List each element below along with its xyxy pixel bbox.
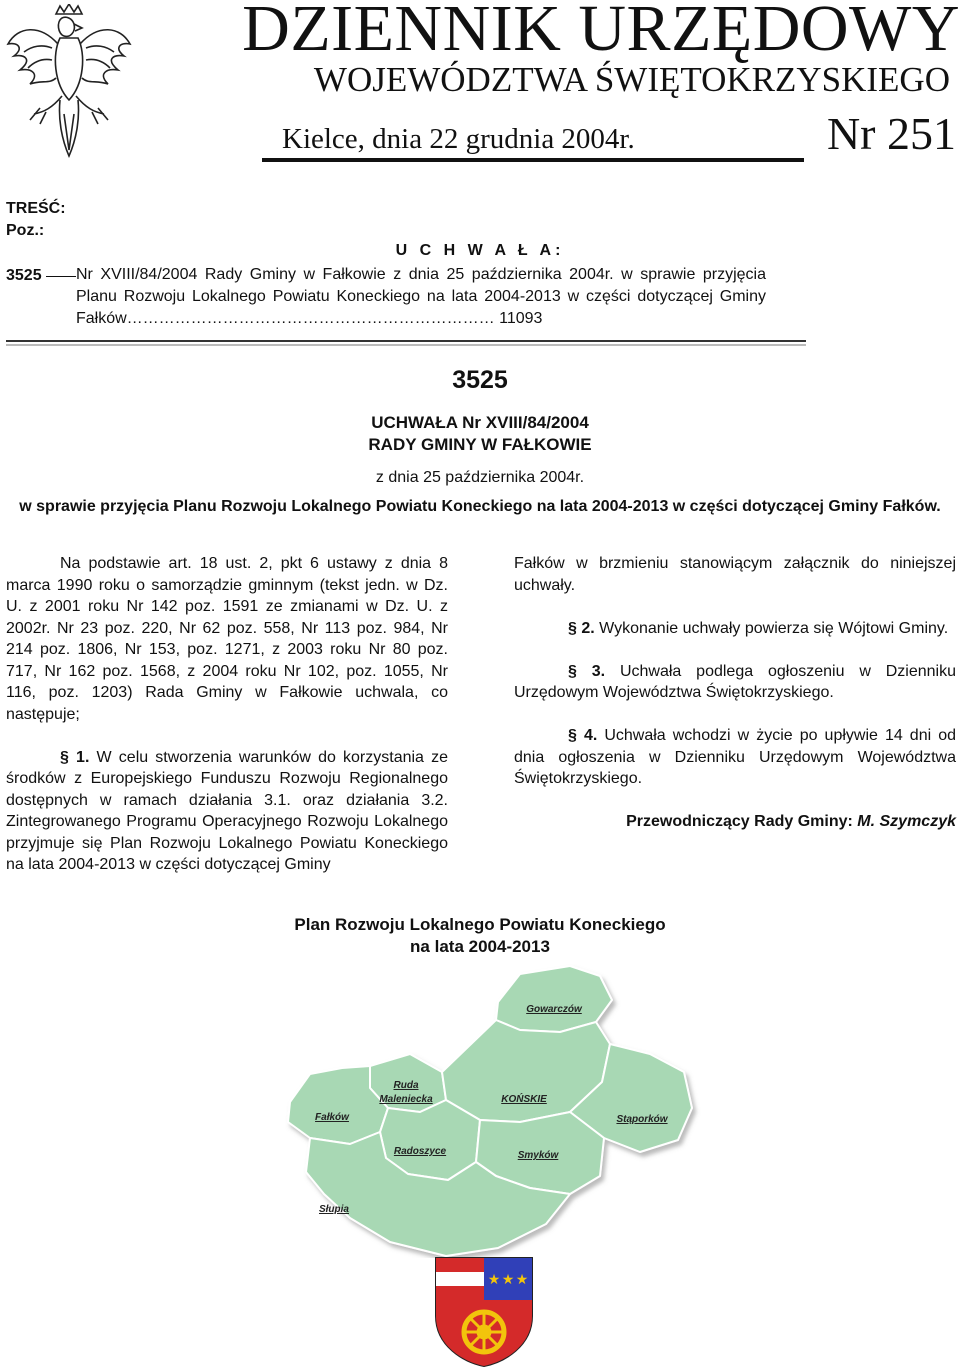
map-label-gowarczow: Gowarczów <box>526 1004 582 1015</box>
paragraph-2-mark: § 2. <box>568 619 595 637</box>
map-label-staporkow: Stąporków <box>616 1114 668 1125</box>
paragraph-3-mark: § 3. <box>568 662 606 680</box>
paragraph-4-text: Uchwała wchodzi w życie po upływie 14 dni od dnia ogłoszenia w Dzienniku Urzędowym Województwa Świętokrzyskiego. <box>514 727 956 787</box>
signature-name: M. Szymczyk <box>857 813 956 830</box>
paragraph-4 <box>514 725 956 790</box>
paragraph-1-text: W celu stworzenia warunków do korzystania ze środków z Europejskiego Funduszu Rozwoju Regionalnego dostępnych w ramach działania 3.1. oraz działania 3.2. Zintegrowanego Programu Operacyjnego Rozwoju Lokalnego przyjmuje się Plan Rozwoju Lokalnego Powiatu Koneckiego na lata 2004-2013 w części dotyczącej Gminy <box>6 748 449 873</box>
toc-entry-number: 3525 <box>6 267 42 284</box>
toc-entry-page: 11093 <box>499 310 543 327</box>
signature-role: Przewodniczący Rady Gminy: <box>626 813 853 830</box>
coat-of-arms-icon <box>434 1256 534 1368</box>
paragraph-1-mark: § 1. <box>60 748 90 766</box>
toc-divider-shadow <box>6 344 806 346</box>
map-label-radoszyce: Radoszyce <box>393 1146 447 1157</box>
toc-poz-label: Poz.: <box>6 222 45 239</box>
issue-date: Kielce, dnia 22 grudnia 2004r. <box>282 123 635 155</box>
toc-entry <box>76 264 766 330</box>
resolution-title-line1: UCHWAŁA Nr XVIII/84/2004 <box>371 413 589 432</box>
paragraph-1-continuation: Fałków w brzmieniu stanowiącym załącznik do niniejszej uchwały. <box>514 555 956 594</box>
resolution-subject: w sprawie przyjęcia Planu Rozwoju Lokalnego Powiatu Koneckiego na lata 2004-2013 w części dotyczącej Gminy Fałków. <box>19 498 941 515</box>
map-label-ruda-1: Ruda <box>393 1080 419 1091</box>
svg-text:★: ★ <box>501 1272 515 1288</box>
map-label-falkow: Fałków <box>315 1112 349 1123</box>
map-label-konskie: KOŃSKIE <box>501 1094 547 1105</box>
svg-text:★: ★ <box>515 1272 529 1288</box>
body-left-column <box>6 553 448 876</box>
paragraph-3-text: Uchwała podlega ogłoszeniu w Dzienniku Urzędowym Województwa Świętokrzyskiego. <box>514 662 957 701</box>
map-label-slupia: Słupia <box>318 1204 350 1215</box>
district-map <box>270 962 870 1258</box>
svg-text:★: ★ <box>487 1272 501 1288</box>
resolution-title-line2: RADY GMINY W FAŁKOWIE <box>368 435 592 454</box>
journal-subtitle: WOJEWÓDZTWA ŚWIĘTOKRZYSKIEGO <box>313 60 950 99</box>
polish-eagle-emblem-icon <box>4 4 134 160</box>
toc-divider <box>6 340 806 342</box>
resolution-number: 3525 <box>452 366 508 394</box>
toc-entry-dash <box>46 276 76 277</box>
paragraph-4-mark: § 4. <box>568 727 598 744</box>
toc-entry-text: Nr XVIII/84/2004 Rady Gminy w Fałkowie z dnia 25 października 2004r. w sprawie przyjęcia Planu Rozwoju Lokalnego Powiatu Koneckiego na lata 2004-2013 w części dotyczącej Gminy Fałków…………………………………………………………… <box>76 266 766 327</box>
toc-heading: TREŚĆ: <box>6 200 66 217</box>
paragraph-1 <box>6 747 448 876</box>
issue-number: Nr 251 <box>826 108 956 159</box>
map-label-ruda-2: Maleniecka <box>379 1094 433 1105</box>
plan-caption-line2: na lata 2004-2013 <box>410 937 550 956</box>
masthead-divider <box>262 158 804 162</box>
resolution-title <box>0 412 960 456</box>
plan-caption-line1: Plan Rozwoju Lokalnego Powiatu Koneckiego <box>294 915 666 934</box>
paragraph-2-text: Wykonanie uchwały powierza się Wójtowi Gminy. <box>599 619 949 637</box>
signature <box>514 811 956 833</box>
resolution-date: z dnia 25 października 2004r. <box>375 469 585 486</box>
body-right-column <box>514 553 956 833</box>
paragraph-2 <box>514 618 956 640</box>
plan-caption <box>0 914 960 958</box>
toc-section-heading: U C H W A Ł A: <box>395 242 565 259</box>
map-label-smykow: Smyków <box>517 1150 559 1161</box>
paragraph-3 <box>514 661 956 704</box>
journal-title: DZIENNIK URZĘDOWY <box>242 0 960 65</box>
preamble-paragraph: Na podstawie art. 18 ust. 2, pkt 6 ustawy z dnia 8 marca 1990 roku o samorządzie gminnym (tekst jedn. w Dz. U. z 2001 roku Nr 142 poz. 1591 ze zmianami w Dz. U. z 2002r. Nr 23 poz. 220, Nr 62 poz. 558, Nr 113 poz. 984, Nr 214 poz. 1806, Nr 153, poz. 1271, z 2003 roku Nr 80 poz. 717, Nr 162 poz. 1568, z 2004 roku Nr 102, poz. 1055, Nr 116, poz. 1203) Rada Gminy w Fałkowie uchwala, co następuje; <box>6 555 448 723</box>
